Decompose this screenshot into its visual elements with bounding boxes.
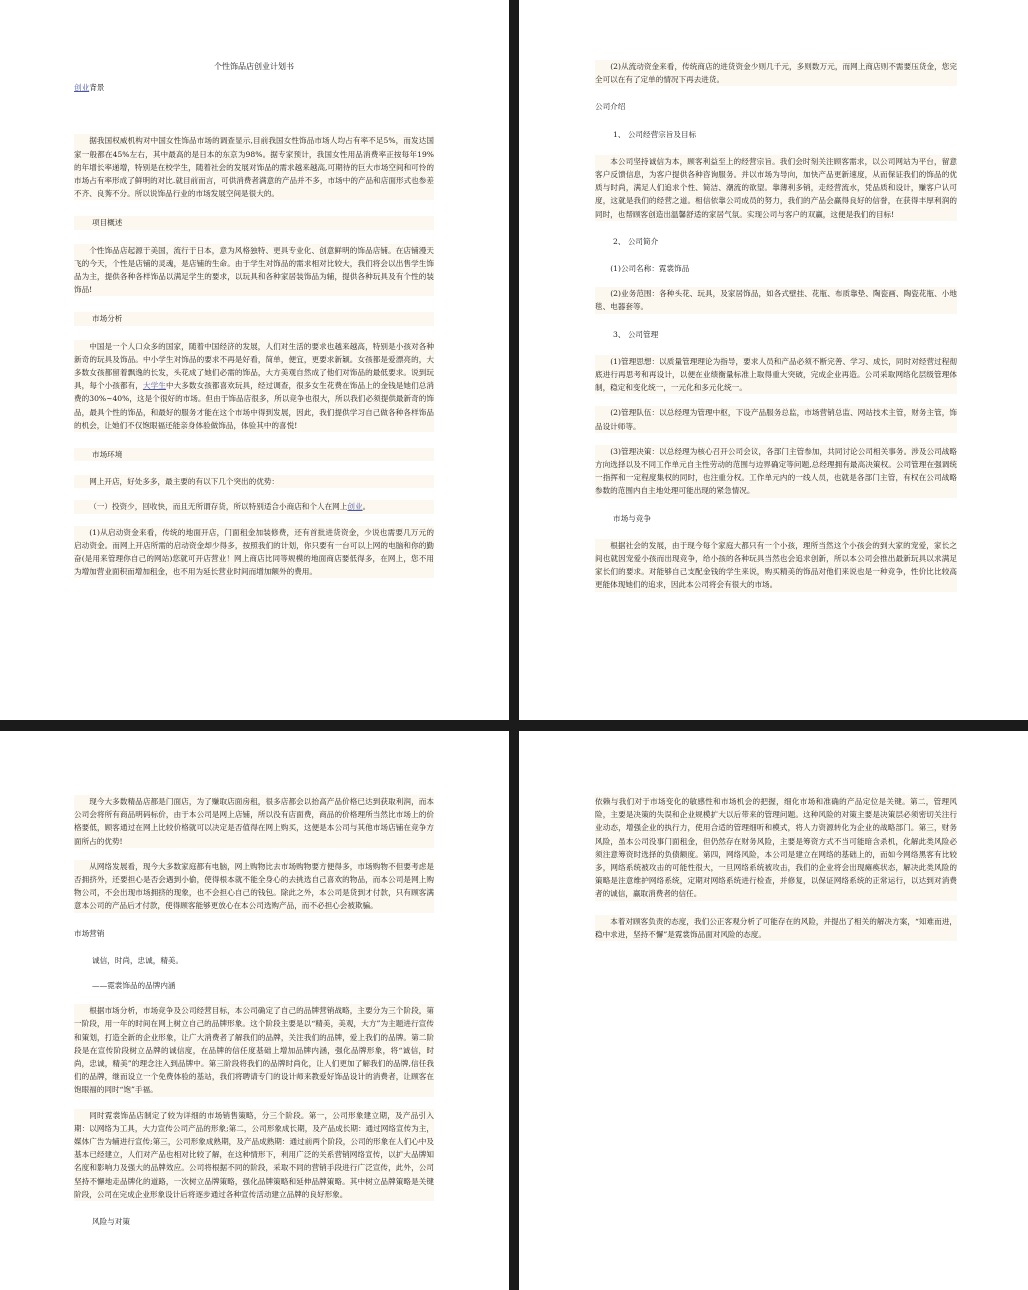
paragraph-market-competition: 根据社会的发展，由于现今每个家庭大都只有一个小孩，理所当然这个小孩会的到大家的宠爱，家长之间也就因宠爱小孩而出现竞争，给小孩的各种玩具当然也会追求创新，所以本公司会推出最新玩具以求满足家长们的要求。对能够自己支配金钱的学生来说，购买精美的饰品对他们来说也是一种竞争，性价比比较高更能体现她们的追求，因此本公司将会有很大的市场。 <box>595 539 957 592</box>
heading-market-environment: 市场环境 <box>74 448 434 461</box>
heading-market-analysis: 市场分析 <box>74 312 434 325</box>
page-1-content <box>74 60 434 586</box>
paragraph-advantages: 网上开店，好处多多，最主要的有以下几个突出的优势： <box>74 475 434 488</box>
paragraph-company-name: (1)公司名称：霓裳饰品 <box>610 264 690 274</box>
link-daxuesheng[interactable]: 大学生 <box>142 381 166 391</box>
paragraph-market-survey: 据我国权威机构对中国女性饰品市场的调查显示,目前我国女性饰品市场人均占有率不足5%，而发达国家一般都在45%左右，其中最高的是日本的东京为98%。据专家预计，我国女性用品消费率正按每年19%的年增长率递增，特别是在校学生，随着社会的发展对饰品的需求越来越高,可期待的巨大市场空间和可怜的市场占有率形成了鲜明的对比.就目前而言，可供消费者满意的产品并不多，市场中的产品和店面形式也参差不齐、良莠不分。所以说饰品行业的市场发展空间是很大的。 <box>74 134 434 200</box>
document-page-2 <box>519 0 1028 720</box>
heading-project-overview: 项目概述 <box>74 216 434 229</box>
market-analysis-text-b: 中大多数女孩都喜欢玩具，经过调查，很多女生花费在饰品上的金钱是她们总消费的30%~40%，这是个很好的市场。但由于饰品店很多，所以竞争也很大，所以我们必须提供最新奇的饰品，最具个性的饰品，和最好的服务才能在这个市场中得到发展，因此，我们提供学习自己做各种各样饰品的机会，让她们不仅饱眼福还能亲身体验做饰品，体验其中的喜悦! <box>74 381 435 430</box>
page-2-content <box>595 60 957 600</box>
link-chuangye-2[interactable]: 创业 <box>347 502 363 512</box>
brand-connotation: ——霓裳饰品的品牌内涵 <box>92 981 176 991</box>
paragraph-online-shopping: 从网络发展看，现今大多数家庭都有电脑，网上购物比去市场购物要方便得多，市场购物不但要考虑是否拥挤外，还要担心是否会遇到小偷，使得根本就不能全身心的去挑选自己喜欢的物品，而本公司是网上购物公司，不会出现市场拥挤的现象，也不会担心自己的钱包。除此之外，本公司是货到才付款，只有顾客满意本公司的产品后才付款，使得顾客能够更放心在本公司选购产品，而不必担心会被欺骗。 <box>74 860 434 913</box>
paragraph-startup-capital: (1)从启动资金来看，传统的地面开店，门面租金加装修费，还有首批进货资金，少说也需要几万元的启动资金。而网上开店所需的启动资金却少得多，按照我们的计划，你只要有一台可以上网的电脑和你的勤奋(是用来管理你自己的网站)您就可开店营业！网上商店比同等规模的地面商店要低得多，在网上，您不用为增加营业面积而增加租金，也不用为延长营业时间而增加额外的费用。 <box>74 526 434 579</box>
paragraph-mission: 本公司坚持诚信为本，顾客利益至上的经营宗旨。我们会时刻关注顾客需求，以公司网站为平台，留意客户反馈信息，为客户提供各种咨询服务。并以市场为导向，加快产品更新速度，从而保证我们的饰品的优质与时尚，满足人们追求个性、简洁、潮流的欲望。靠薄利多销，走经营流水，凭品质和设计，赚客户认可度，这就是我们的经营之道。相信依靠公司成员的努力，我们的产品会赢得良好的信誉，在获得丰厚利润的同时，也帮顾客创造出温馨舒适的家居气氛。实现公司与客户的双赢，这便是我们的目标! <box>595 155 957 221</box>
heading-management: 3、 公司管理 <box>613 329 659 339</box>
link-chuangye[interactable]: 创业 <box>74 83 90 93</box>
document-page-3 <box>0 731 509 1290</box>
document-title: 个性饰品店创业计划书 <box>214 62 294 71</box>
low-investment-text-a: （一）投资少，回收快，而且无所谓存货，所以特别适合小商店和个人在网上 <box>89 502 348 512</box>
heading-background-text: 背景 <box>89 83 105 93</box>
heading-market-competition: 市场与竞争 <box>613 513 651 523</box>
paragraph-business-scope: (2)业务范围：各种头花、玩具，及家居饰品，如各式壁挂、花瓶、布质靠垫、陶瓷画、陶瓷花瓶、小地毯、电器套等。 <box>595 287 957 313</box>
low-investment-text-b: 。 <box>362 502 371 512</box>
document-page-4 <box>519 731 1028 1290</box>
paragraph-sales-strategy: 同时霓裳饰品店制定了较为详细的市场销售策略，分三个阶段。第一，公司形象建立期，及产品引入期：以网络为工具，大力宣传公司产品的形象;第二，公司形象成长期，及产品成长期：通过网络宣传为主，媒体广告为辅进行宣传;第三，公司形象成熟期，及产品成熟期：通过前两个阶段，公司的形象在人们心中及基本已经建立，人们对产品也相对比较了解，在这种情形下，利用广泛的关系营销网络宣传，以扩大品牌知名度和影响力及强大的品牌效应。公司将根据不同的阶段，采取不同的营销手段进行广泛宣传，此外，公司坚持不懈地走品牌化的道路，一次树立品牌策略，强化品牌策略和延伸品牌策略。其中树立品牌策略是关键阶段，公司在完成企业形象设计后将逐步通过各种宣传活动建立品牌的良好形象。 <box>74 1109 434 1201</box>
paragraph-project-overview: 个性饰品店起源于美国，流行于日本，意为风格独特、更具专业化、创意鲜明的饰品店铺。在店铺漫天飞的今天，个性是店铺的灵魂，是店铺的生命。由于学生对饰品的需求相对比较大，我们将会以出售学生饰品为主，提供各种各样饰品以满足学生的要求，以玩具和各种家居装饰品为辅，提供各种玩具及有个性的装饰品! <box>74 244 434 297</box>
document-page-1 <box>0 0 509 720</box>
paragraph-risk-analysis: 依赖与我们对于市场变化的敏感性和市场机会的把握，细化市场和准确的产品定位是关键。第二，管理风险，主要是决策的失误和企业规模扩大以后带来的管理问题。这种风险的对策主要是决策层必须密切关注行业动态，增强企业的执行力，使用合适的管理细听和模式，将人力资源转化为企业的战略部门。第三，财务风险，虽本公司没事门面租金，但仍然存在财务风险，主要是筹资方式不当可能暗含杀机，化解此类风险必须注意筹资时选择的负债额度。第四，网络风险，本公司是建立在网络的基础上的，而如今网络黑客有比较多，网络系统被攻击的可能性很大，一旦网络系统被攻击，我们的企业将会出现瘫痪状态，解决此类风险的策略是注意维护网络系统，定期对网络系统进行检查，并修复，以保证网络系统的正常运行，以达到对消费者的诚信，赢取消费者的信任。 <box>595 795 957 901</box>
paragraph-working-capital: (2)从流动资金来看，传统商店的进货资金少则几千元，多则数万元，而网上商店则不需要压货金，您完全可以在有了定单的情况下再去进货。 <box>595 60 957 86</box>
heading-background <box>74 81 434 94</box>
heading-marketing: 市场营销 <box>74 928 105 938</box>
heading-company-profile: 2、 公司简介 <box>613 236 659 246</box>
page-3-content <box>74 795 434 1242</box>
paragraph-management-philosophy: (1)管理思想：以质量管理理论为指导，要求人员和产品必须不断完善、学习、成长，同时对经营过程彻底进行再思考和再设计，以便在业绩衡量标准上取得重大突破，完成企业再造。公司采取网络化层级管理体制，稳定和变化统一，一元化和多元化统一。 <box>595 355 957 395</box>
paragraph-risk-attitude: 本着对顾客负责的态度，我们公正客观分析了可能存在的风险，并提出了相关的解决方案，“知难而进，稳中求进，坚持不懈”是霓裳饰品面对风险的态度。 <box>595 915 957 941</box>
heading-company-intro: 公司介绍 <box>595 102 626 112</box>
brand-slogan: 诚信，时尚，忠诚，精美。 <box>92 955 184 965</box>
heading-risk-countermeasures: 风险与对策 <box>92 1217 130 1227</box>
paragraph-price-advantage: 现今大多数精品店都是门面店，为了赚取店面房租，很多店都会以抬高产品价格已达到获取利润，而本公司会将所有商品明码标价，由于本公司是网上店铺，所以没有店面费，商品的价格理所当然比市场上的价格要低，顾客通过在网上比较价格就可以决定是否值得在网上购买，这便是本公司与其他市场店铺在竞争方面所占的优势! <box>74 795 434 848</box>
market-analysis-text-a: 中国是一个人口众多的国家，随着中国经济的发展，人们对生活的要求也越来越高，特别是小孩对各种新奇的玩具及饰品。中小学生对饰品的要求不再是好看，简单，便宜，更要求新颖。女孩都是爱漂亮的，大多数女孩都留着飘逸的长发，头花成了她们必需的饰品，大方美观自然成了他们对饰品的最低要求。说到玩具，每个小孩都有， <box>74 341 434 391</box>
paragraph-low-investment <box>74 500 434 513</box>
page-4-content <box>595 795 957 949</box>
paragraph-market-analysis <box>74 340 434 432</box>
paragraph-management-team: (2)管理队伍：以总经理为管理中枢，下设产品服务总监，市场营销总监、网站技术主管，财务主管，饰品设计师等。 <box>595 406 957 432</box>
heading-mission: 1、 公司经营宗旨及目标 <box>613 129 697 139</box>
paragraph-brand-strategy: 根据市场分析，市场竞争及公司经营目标，本公司确定了自己的品牌营销战略，主要分为三个阶段，第一阶段，用一年的时间在网上树立自己的品牌形象。这个阶段主要是以“精美，美观，大方”为主题进行宣传和策划，打造全新的企业形象，让广大消费者了解我们的品牌，关注我们的品牌，爱上我们的品牌。第二阶段是在宣传阶段树立品牌的诚信度，在品牌的信任度基础上增加品牌内涵，强化品牌形象，将“诚信，时尚，忠诚，精美”的理念注入到品牌中。第三阶段将我们的品牌时尚化，让人们更加了解我们的品牌,信任我们的品牌，继而设立一个免费体验的基站，我们将聘请专门的设计师来教爱好饰品设计的消费者，让顾客在饱眼福的同时“饱”手福。 <box>74 1004 434 1096</box>
paragraph-management-decision: (3)管理决策：以总经理为核心召开公司会议，各部门主管参加，共同讨论公司相关事务。涉及公司战略方向选择以及不同工作单元自主性劳动的范围与边界确定等问题,总经理拥有最高决策权。公司管理在强调统一指挥和一定程度集权的同时，也注重分权。工作单元内的一线人员，也就是各部门主管，有权在公司战略参数的范围内自主地处理可能出现的紧急情况。 <box>595 445 957 498</box>
